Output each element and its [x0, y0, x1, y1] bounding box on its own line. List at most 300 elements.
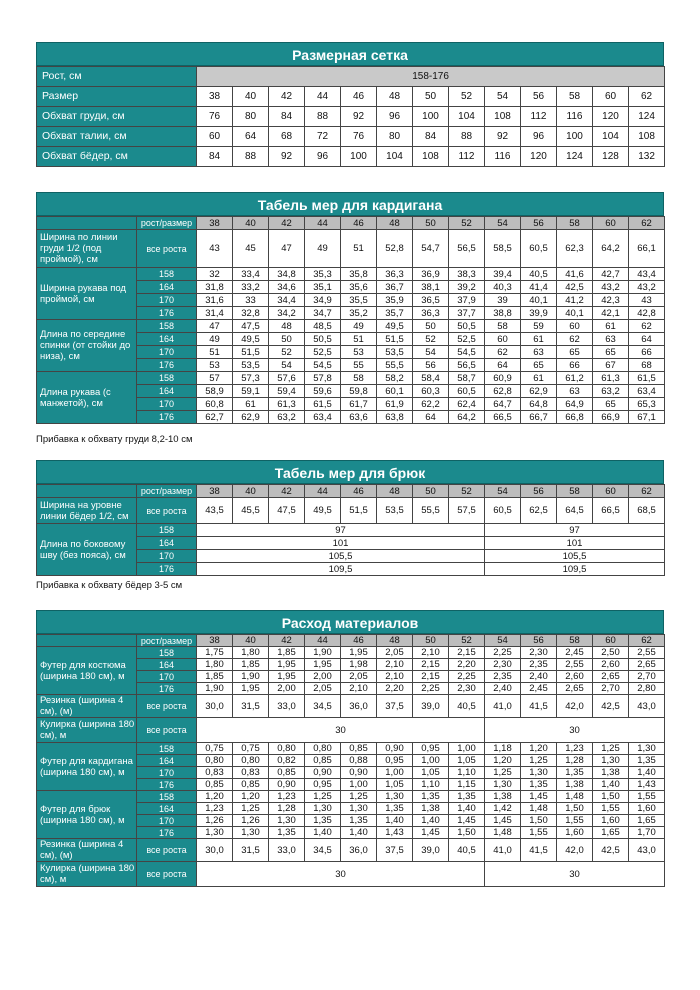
table-cell: 61 — [521, 333, 557, 346]
table-cell: 61,2 — [557, 372, 593, 385]
size-header: 56 — [521, 485, 557, 498]
table-cell: 30 — [485, 862, 665, 887]
table-cell: 1,35 — [341, 815, 377, 827]
table-cell: 61 — [521, 372, 557, 385]
table-cell: 55 — [341, 359, 377, 372]
table-cell: 1,40 — [413, 815, 449, 827]
table-cell: 31,6 — [197, 294, 233, 307]
table-cell: 1,48 — [557, 791, 593, 803]
table-cell: 33,2 — [233, 281, 269, 294]
table-cell: 1,38 — [485, 791, 521, 803]
table-cell: 1,30 — [197, 827, 233, 839]
table-cell: 42,5 — [593, 695, 629, 718]
table-cell: 59,6 — [305, 385, 341, 398]
table-cell: 66,5 — [593, 498, 629, 524]
table-cell: 44 — [305, 87, 341, 107]
table-cell: 62 — [629, 320, 665, 333]
height-cell: 170 — [137, 550, 197, 563]
table-cell: 36,7 — [377, 281, 413, 294]
table-cell: 39,9 — [521, 307, 557, 320]
table-cell: 35,6 — [341, 281, 377, 294]
table-cell: 63 — [521, 346, 557, 359]
table-cell: 0,83 — [197, 767, 233, 779]
table-cell: 58 — [485, 320, 521, 333]
table-cell: 41,5 — [521, 839, 557, 862]
table-cell: 1,40 — [629, 767, 665, 779]
table-cell: 57,3 — [233, 372, 269, 385]
table-cell: 2,10 — [377, 659, 413, 671]
table-cell: 62,3 — [557, 230, 593, 268]
table-cell: 97 — [197, 524, 485, 537]
size-header: 38 — [197, 635, 233, 647]
table-cell: 1,60 — [557, 827, 593, 839]
header-blank — [37, 485, 137, 498]
table-cell: 62,5 — [521, 498, 557, 524]
trousers-table — [36, 484, 665, 576]
table-cell: 1,30 — [305, 803, 341, 815]
height-cell: все роста — [137, 862, 197, 887]
size-header: 58 — [557, 485, 593, 498]
table-cell: 64,2 — [593, 230, 629, 268]
table-cell: 57,8 — [305, 372, 341, 385]
table-cell: 68 — [629, 359, 665, 372]
table-cell: 64,2 — [449, 411, 485, 424]
table-cell: 34,5 — [305, 695, 341, 718]
table-cell: 42,3 — [593, 294, 629, 307]
table-cell: 51,5 — [233, 346, 269, 359]
table-cell: 1,40 — [377, 815, 413, 827]
table-cell: 43 — [197, 230, 233, 268]
table-cell: 1,95 — [341, 647, 377, 659]
table-cell: 61,5 — [629, 372, 665, 385]
table-cell: 39,4 — [485, 268, 521, 281]
table-cell: 47 — [269, 230, 305, 268]
table-cell: 49,5 — [377, 320, 413, 333]
table-cell: 65 — [557, 346, 593, 359]
header-label: рост/размер — [137, 217, 197, 230]
table-cell: 36,3 — [413, 307, 449, 320]
table-cell: 1,25 — [521, 755, 557, 767]
table-cell: 58 — [341, 372, 377, 385]
table-cell: 50 — [413, 320, 449, 333]
height-cell: 170 — [137, 346, 197, 359]
table-cell: 1,25 — [233, 803, 269, 815]
table-cell: 109,5 — [197, 563, 485, 576]
height-cell: все роста — [137, 839, 197, 862]
table-cell: 120 — [521, 147, 557, 167]
size-header: 48 — [377, 635, 413, 647]
table-cell: 1,35 — [305, 815, 341, 827]
table-cell: 2,00 — [269, 683, 305, 695]
table-cell: 92 — [485, 127, 521, 147]
table-cell: 104 — [449, 107, 485, 127]
table-cell: 1,35 — [413, 791, 449, 803]
table-cell: 53,5 — [377, 498, 413, 524]
table-cell: 1,30 — [629, 743, 665, 755]
table-cell: 55,5 — [377, 359, 413, 372]
cardigan-note: Прибавка к обхвату груди 8,2-10 см — [36, 434, 193, 445]
table-cell: 108 — [413, 147, 449, 167]
cardigan-table — [36, 216, 665, 424]
table-cell: 112 — [521, 107, 557, 127]
table-cell: 40,1 — [521, 294, 557, 307]
table-cell: 60 — [557, 320, 593, 333]
table-cell: 60 — [593, 87, 629, 107]
table-cell: 40,3 — [485, 281, 521, 294]
table-cell: 56,5 — [449, 359, 485, 372]
table-cell: 50 — [269, 333, 305, 346]
table-cell: 50,5 — [449, 320, 485, 333]
table-cell: 80 — [233, 107, 269, 127]
size-header: 60 — [593, 635, 629, 647]
table-cell: 1,05 — [413, 767, 449, 779]
table-cell: 0,85 — [233, 779, 269, 791]
table-cell: 30,0 — [197, 839, 233, 862]
table-cell: 1,20 — [233, 791, 269, 803]
table-cell: 62,4 — [449, 398, 485, 411]
table-row — [37, 635, 665, 647]
table-cell: 41,5 — [521, 695, 557, 718]
group-label: Длина рукава (с манжетой), см — [37, 372, 137, 424]
table-cell: 41,4 — [521, 281, 557, 294]
table-cell: 2,40 — [521, 671, 557, 683]
material-label: Футер для костюма (ширина 180 см), м — [37, 647, 137, 695]
table-cell: 1,23 — [197, 803, 233, 815]
table-row — [37, 791, 665, 803]
table-cell: 63,2 — [269, 411, 305, 424]
table-cell: 1,30 — [377, 791, 413, 803]
table-cell: 63,2 — [593, 385, 629, 398]
table-cell: 0,95 — [413, 743, 449, 755]
height-cell: все роста — [137, 498, 197, 524]
height-cell: 170 — [137, 767, 197, 779]
table-row — [37, 485, 665, 498]
table-cell: 1,85 — [233, 659, 269, 671]
table-cell: 37,5 — [377, 695, 413, 718]
table-cell: 105,5 — [485, 550, 665, 563]
table-cell: 36,3 — [377, 268, 413, 281]
table-cell: 59,8 — [341, 385, 377, 398]
table-cell: 62 — [629, 87, 665, 107]
table-cell: 1,30 — [485, 779, 521, 791]
table-cell: 0,80 — [233, 755, 269, 767]
size-grid-table — [36, 66, 665, 167]
size-header: 50 — [413, 217, 449, 230]
table-cell: 0,85 — [305, 755, 341, 767]
table-cell: 2,35 — [485, 671, 521, 683]
table-cell: 1,90 — [305, 647, 341, 659]
table-cell: 43,0 — [629, 839, 665, 862]
table-cell: 42 — [269, 87, 305, 107]
height-cell: 164 — [137, 537, 197, 550]
height-cell: 176 — [137, 411, 197, 424]
height-cell: 176 — [137, 307, 197, 320]
table-cell: 42,5 — [593, 839, 629, 862]
header-label: рост/размер — [137, 485, 197, 498]
table-row — [37, 743, 665, 755]
table-row — [37, 87, 665, 107]
header-blank — [37, 635, 137, 647]
table-cell: 30 — [197, 862, 485, 887]
size-grid-title: Размерная сетка — [36, 42, 664, 66]
table-cell: 2,10 — [413, 647, 449, 659]
table-cell: 0,80 — [269, 743, 305, 755]
table-cell: 1,35 — [521, 779, 557, 791]
table-cell: 2,25 — [485, 647, 521, 659]
size-header: 50 — [413, 635, 449, 647]
table-cell: 60,8 — [197, 398, 233, 411]
table-cell: 108 — [629, 127, 665, 147]
table-cell: 0,90 — [341, 767, 377, 779]
size-header: 52 — [449, 485, 485, 498]
table-cell: 1,50 — [521, 815, 557, 827]
table-cell: 49 — [197, 333, 233, 346]
height-cell: 176 — [137, 683, 197, 695]
table-cell: 65 — [593, 398, 629, 411]
table-cell: 36,9 — [413, 268, 449, 281]
table-cell: 52,5 — [305, 346, 341, 359]
height-cell: 176 — [137, 359, 197, 372]
table-cell: 1,30 — [593, 755, 629, 767]
size-header: 60 — [593, 485, 629, 498]
table-cell: 62,9 — [521, 385, 557, 398]
table-cell: 1,38 — [557, 779, 593, 791]
table-cell: 63,4 — [629, 385, 665, 398]
table-cell: 38,8 — [485, 307, 521, 320]
table-cell: 105,5 — [197, 550, 485, 563]
table-cell: 52 — [413, 333, 449, 346]
table-cell: 53,5 — [233, 359, 269, 372]
size-header: 42 — [269, 635, 305, 647]
table-cell: 1,70 — [629, 827, 665, 839]
materials-title: Расход материалов — [36, 610, 664, 634]
table-cell: 2,70 — [593, 683, 629, 695]
table-cell: 32 — [197, 268, 233, 281]
table-cell: 1,45 — [521, 791, 557, 803]
table-cell: 65 — [521, 359, 557, 372]
material-label: Резинка (ширина 4 см), (м) — [37, 839, 137, 862]
table-cell: 54,5 — [449, 346, 485, 359]
side-label: Длина по боковому шву (без пояса), см — [37, 524, 137, 576]
table-cell: 34,9 — [305, 294, 341, 307]
table-cell: 1,48 — [521, 803, 557, 815]
table-cell: 1,30 — [269, 815, 305, 827]
table-cell: 1,35 — [377, 803, 413, 815]
table-cell: 56 — [521, 87, 557, 107]
materials-section — [36, 610, 664, 887]
table-cell: 64,7 — [485, 398, 521, 411]
table-cell: 1,35 — [449, 791, 485, 803]
table-cell: 43,2 — [593, 281, 629, 294]
size-header: 56 — [521, 635, 557, 647]
row-label: Обхват бёдер, см — [37, 147, 197, 167]
table-cell: 1,23 — [557, 743, 593, 755]
table-cell: 43 — [629, 294, 665, 307]
height-cell: 176 — [137, 779, 197, 791]
table-cell: 1,95 — [233, 683, 269, 695]
size-header: 46 — [341, 217, 377, 230]
table-row — [37, 839, 665, 862]
size-header: 44 — [305, 217, 341, 230]
height-cell: 176 — [137, 563, 197, 576]
table-cell: 61,5 — [305, 398, 341, 411]
table-cell: 53,5 — [377, 346, 413, 359]
height-cell: все роста — [137, 230, 197, 268]
table-cell: 65,3 — [629, 398, 665, 411]
table-cell: 65 — [593, 346, 629, 359]
table-row — [37, 217, 665, 230]
table-cell: 60,3 — [413, 385, 449, 398]
size-header: 58 — [557, 217, 593, 230]
table-cell: 84 — [413, 127, 449, 147]
table-cell: 2,55 — [629, 647, 665, 659]
table-cell: 59,1 — [233, 385, 269, 398]
height-cell: все роста — [137, 695, 197, 718]
row-label: Обхват талии, см — [37, 127, 197, 147]
size-header: 44 — [305, 635, 341, 647]
table-cell: 1,43 — [629, 779, 665, 791]
table-cell: 61 — [233, 398, 269, 411]
table-cell: 62,8 — [485, 385, 521, 398]
table-cell: 34,5 — [305, 839, 341, 862]
height-cell: 158 — [137, 524, 197, 537]
table-cell: 40 — [233, 87, 269, 107]
table-cell: 35,9 — [377, 294, 413, 307]
table-cell: 2,30 — [485, 659, 521, 671]
material-label: Футер для кардигана (ширина 180 см), м — [37, 743, 137, 791]
table-cell: 66 — [557, 359, 593, 372]
table-cell: 1,20 — [521, 743, 557, 755]
table-cell: 76 — [341, 127, 377, 147]
height-value: 158-176 — [197, 67, 665, 87]
table-cell: 41,0 — [485, 695, 521, 718]
table-cell: 49 — [341, 320, 377, 333]
table-cell: 108 — [485, 107, 521, 127]
table-cell: 1,80 — [197, 659, 233, 671]
table-cell: 2,65 — [593, 671, 629, 683]
size-header: 38 — [197, 217, 233, 230]
table-cell: 1,90 — [197, 683, 233, 695]
table-cell: 109,5 — [485, 563, 665, 576]
table-cell: 30,0 — [197, 695, 233, 718]
table-cell: 2,55 — [557, 659, 593, 671]
table-cell: 47,5 — [269, 498, 305, 524]
table-cell: 39,0 — [413, 695, 449, 718]
row-label: Обхват груди, см — [37, 107, 197, 127]
table-cell: 40,1 — [557, 307, 593, 320]
table-cell: 96 — [305, 147, 341, 167]
table-cell: 60,5 — [485, 498, 521, 524]
table-cell: 100 — [557, 127, 593, 147]
table-cell: 0,80 — [305, 743, 341, 755]
table-cell: 62,7 — [197, 411, 233, 424]
table-cell: 64 — [629, 333, 665, 346]
table-cell: 63 — [557, 385, 593, 398]
table-cell: 1,10 — [413, 779, 449, 791]
size-header: 52 — [449, 217, 485, 230]
table-cell: 31,8 — [197, 281, 233, 294]
table-cell: 2,60 — [593, 659, 629, 671]
table-cell: 2,35 — [521, 659, 557, 671]
table-cell: 41,2 — [557, 294, 593, 307]
table-cell: 42,5 — [557, 281, 593, 294]
table-cell: 31,4 — [197, 307, 233, 320]
table-cell: 2,65 — [557, 683, 593, 695]
table-cell: 0,90 — [269, 779, 305, 791]
table-cell: 56,5 — [449, 230, 485, 268]
table-cell: 0,88 — [341, 755, 377, 767]
table-cell: 60,1 — [377, 385, 413, 398]
size-header: 54 — [485, 485, 521, 498]
table-cell: 49,5 — [305, 498, 341, 524]
table-cell: 36,0 — [341, 839, 377, 862]
table-cell: 1,75 — [197, 647, 233, 659]
table-cell: 36,5 — [413, 294, 449, 307]
table-cell: 48,5 — [305, 320, 341, 333]
table-cell: 2,25 — [413, 683, 449, 695]
table-cell: 1,26 — [197, 815, 233, 827]
table-cell: 1,45 — [449, 815, 485, 827]
table-cell: 37,5 — [377, 839, 413, 862]
header-label: рост/размер — [137, 635, 197, 647]
table-cell: 1,95 — [305, 659, 341, 671]
table-cell: 80 — [377, 127, 413, 147]
table-cell: 96 — [377, 107, 413, 127]
table-cell: 35,3 — [305, 268, 341, 281]
table-cell: 0,75 — [233, 743, 269, 755]
table-row — [37, 320, 665, 333]
height-cell: 158 — [137, 791, 197, 803]
table-cell: 66,8 — [557, 411, 593, 424]
table-cell: 47,5 — [233, 320, 269, 333]
size-header: 40 — [233, 635, 269, 647]
material-label: Резинка (ширина 4 см), (м) — [37, 695, 137, 718]
table-row — [37, 498, 665, 524]
size-header: 62 — [629, 485, 665, 498]
table-cell: 68 — [269, 127, 305, 147]
table-cell: 64 — [413, 411, 449, 424]
table-cell: 1,90 — [233, 671, 269, 683]
row-label: Размер — [37, 87, 197, 107]
table-cell: 41,0 — [485, 839, 521, 862]
table-cell: 2,15 — [449, 647, 485, 659]
table-cell: 40,5 — [449, 695, 485, 718]
height-cell: 164 — [137, 659, 197, 671]
height-cell: 170 — [137, 294, 197, 307]
size-grid-section — [36, 42, 664, 167]
table-cell: 1,23 — [269, 791, 305, 803]
size-header: 56 — [521, 217, 557, 230]
height-cell: 170 — [137, 671, 197, 683]
table-cell: 61,3 — [593, 372, 629, 385]
table-cell: 66,7 — [521, 411, 557, 424]
table-cell: 50 — [413, 87, 449, 107]
table-cell: 84 — [197, 147, 233, 167]
table-cell: 0,95 — [305, 779, 341, 791]
table-cell: 67 — [593, 359, 629, 372]
table-cell: 68,5 — [629, 498, 665, 524]
height-cell: 164 — [137, 803, 197, 815]
table-cell: 2,30 — [449, 683, 485, 695]
height-cell: 158 — [137, 372, 197, 385]
table-cell: 1,05 — [377, 779, 413, 791]
table-cell: 51 — [341, 230, 377, 268]
table-row — [37, 647, 665, 659]
table-cell: 1,80 — [233, 647, 269, 659]
table-cell: 88 — [233, 147, 269, 167]
table-cell: 116 — [557, 107, 593, 127]
table-cell: 54 — [485, 87, 521, 107]
